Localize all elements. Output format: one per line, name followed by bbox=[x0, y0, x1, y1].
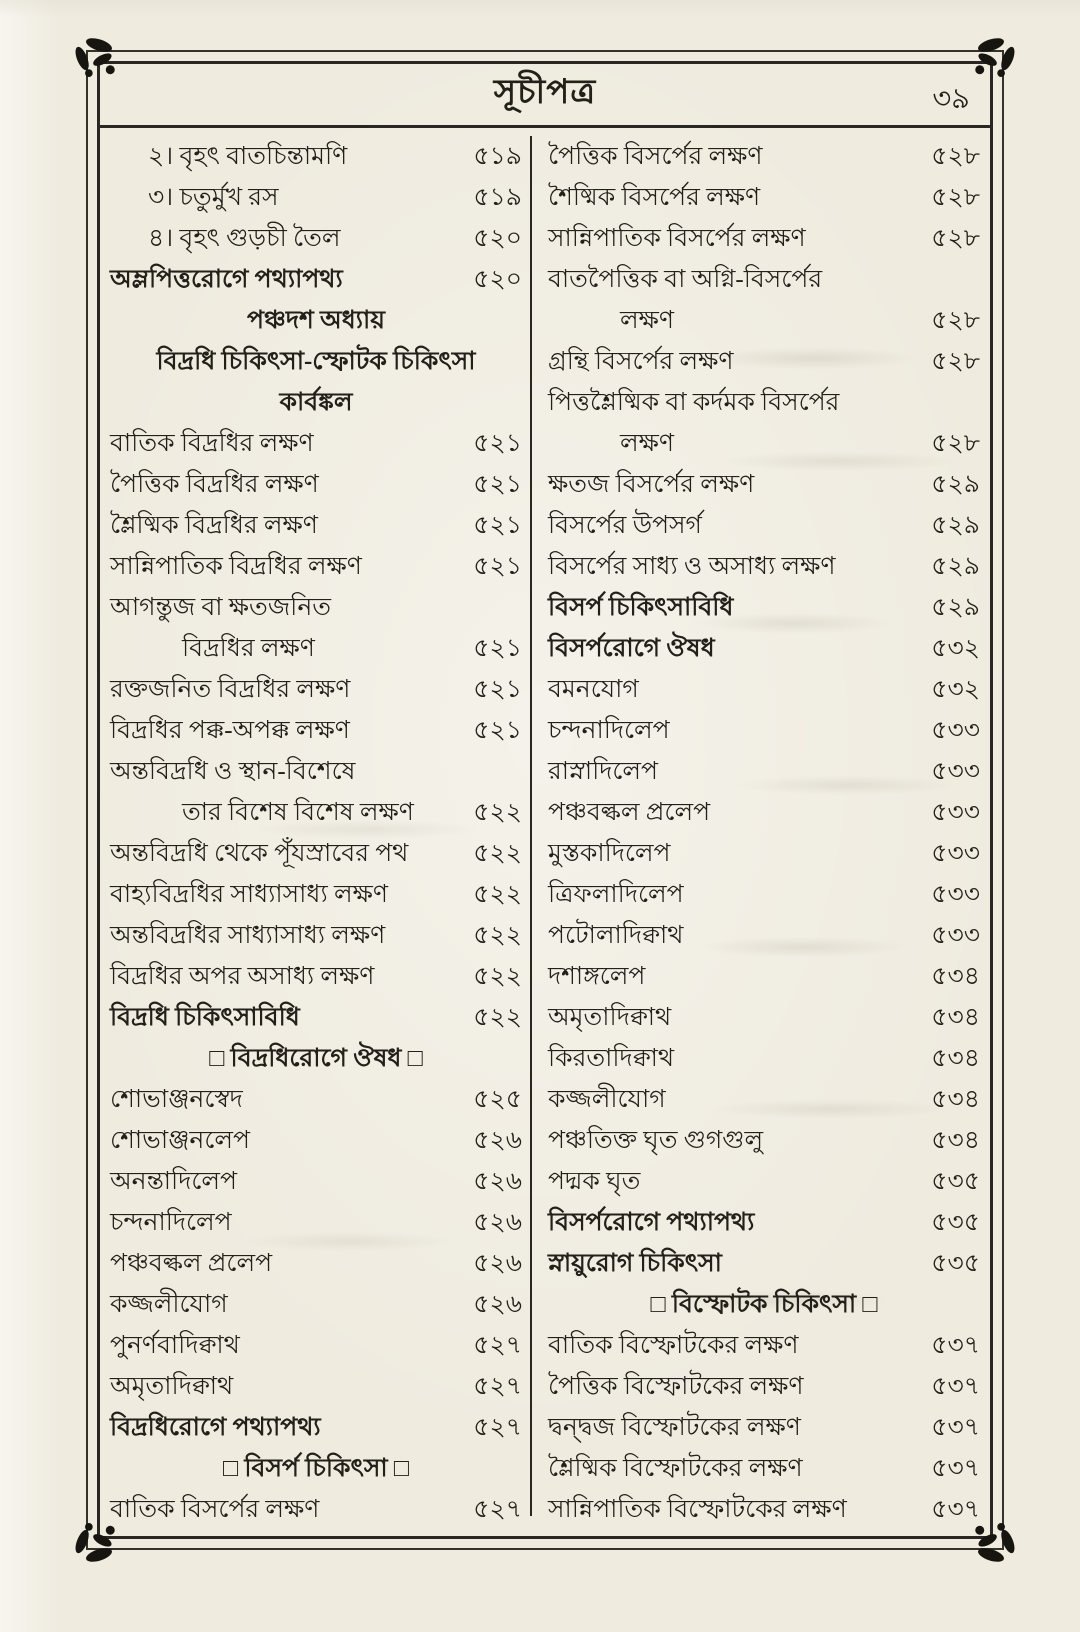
toc-entry-title: বাতিক বিদ্রধির লক্ষণ bbox=[110, 429, 314, 457]
toc-entry-page-number: ৫৩৭ bbox=[931, 1331, 980, 1359]
toc-entry bbox=[100, 1161, 530, 1202]
toc-entry-page-number: ৫৩৫ bbox=[931, 1208, 980, 1236]
toc-entry bbox=[100, 177, 530, 218]
toc-entry bbox=[100, 505, 530, 546]
toc-entry-page-number: ৫৩৩ bbox=[931, 880, 980, 908]
toc-entry-title: পিত্তশ্লৈষ্মিক বা কর্দমক বিসর্পের bbox=[548, 388, 840, 416]
page-inner-frame bbox=[97, 61, 993, 1539]
toc-entry bbox=[532, 1120, 990, 1161]
toc-entry-title: ৩। চতুর্মুখ রস bbox=[148, 183, 279, 211]
toc-entry-title: সান্নিপাতিক বিদ্রধির লক্ষণ bbox=[110, 552, 362, 580]
toc-entry-page-number: ৫২৮ bbox=[931, 224, 980, 252]
toc-entry-page-number: ৫২০ bbox=[473, 224, 522, 252]
toc-entry-page-number: ৫২১ bbox=[473, 716, 522, 744]
toc-entry bbox=[100, 136, 530, 177]
toc-entry-title: পৈত্তিক বিস্ফোটকের লক্ষণ bbox=[548, 1372, 804, 1400]
toc-entry-page-number: ৫৩৩ bbox=[931, 798, 980, 826]
toc-entry-title: পঞ্চবল্কল প্রলেপ bbox=[110, 1249, 273, 1277]
toc-entry bbox=[532, 833, 990, 874]
toc-entry bbox=[100, 1202, 530, 1243]
toc-entry-title: সান্নিপাতিক বিসর্পের লক্ষণ bbox=[548, 224, 806, 252]
toc-entry bbox=[532, 423, 990, 464]
toc-entry-title: গ্রন্থি বিসর্পের লক্ষণ bbox=[548, 347, 734, 375]
toc-entry bbox=[532, 177, 990, 218]
toc-entry bbox=[532, 1407, 990, 1448]
toc-entry-title: চন্দনাদিলেপ bbox=[548, 716, 670, 744]
toc-entry-page-number: ৫২৯ bbox=[931, 470, 980, 498]
toc-entry bbox=[532, 218, 990, 259]
toc-entry-title: তার বিশেষ বিশেষ লক্ষণ bbox=[182, 798, 414, 826]
toc-entry-page-number: ৫২৮ bbox=[931, 183, 980, 211]
toc-entry bbox=[100, 1120, 530, 1161]
toc-entry-title: শোভাঞ্জনলেপ bbox=[110, 1126, 250, 1154]
toc-entry bbox=[100, 1325, 530, 1366]
toc-entry-page-number: ৫৩৭ bbox=[931, 1413, 980, 1441]
toc-entry bbox=[532, 1038, 990, 1079]
toc-entry-title: পদ্মক ঘৃত bbox=[548, 1167, 641, 1195]
toc-entry-title: ক্ষতজ বিসর্পের লক্ষণ bbox=[548, 470, 755, 498]
toc-entry-title: অন্তবিদ্রধির সাধ্যাসাধ্য লক্ষণ bbox=[110, 921, 386, 949]
toc-entry-title: কজ্জলীযোগ bbox=[548, 1085, 666, 1113]
toc-entry-title: বাহ্যবিদ্রধির সাধ্যাসাধ্য লক্ষণ bbox=[110, 880, 388, 908]
toc-entry bbox=[100, 218, 530, 259]
toc-entry-page-number: ৫২৯ bbox=[931, 511, 980, 539]
toc-entry-page-number: ৫২২ bbox=[473, 921, 522, 949]
toc-entry-page-number: ৫২১ bbox=[473, 552, 522, 580]
toc-entry-title: বিদ্রধি চিকিৎসাবিধি bbox=[110, 1003, 300, 1031]
toc-entry-title: বিদ্রধিরোগে পথ্যাপথ্য bbox=[110, 1413, 321, 1441]
toc-entry-title: আগন্তুজ বা ক্ষতজনিত bbox=[110, 593, 332, 621]
toc-entry bbox=[100, 792, 530, 833]
toc-entry bbox=[532, 1448, 990, 1489]
toc-entry-title: অম্লপিত্তরোগে পথ্যাপথ্য bbox=[110, 265, 343, 293]
toc-entry bbox=[532, 1325, 990, 1366]
toc-entry-page-number: ৫৩৩ bbox=[931, 716, 980, 744]
toc-entry-page-number: ৫২১ bbox=[473, 470, 522, 498]
toc-section-heading: বিদ্রধি চিকিৎসা-স্ফোটক চিকিৎসা bbox=[156, 347, 476, 375]
toc-entry-page-number: ৫২২ bbox=[473, 880, 522, 908]
toc-entry bbox=[532, 710, 990, 751]
toc-entry-page-number: ৫২২ bbox=[473, 962, 522, 990]
toc-entry-page-number: ৫৩২ bbox=[931, 634, 980, 662]
toc-entry-page-number: ৫২৬ bbox=[473, 1249, 522, 1277]
toc-entry-page-number: ৫২৬ bbox=[473, 1208, 522, 1236]
toc-entry bbox=[532, 341, 990, 382]
toc-entry-title: লক্ষণ bbox=[620, 429, 674, 457]
toc-entry bbox=[532, 259, 990, 300]
toc-entry bbox=[100, 1366, 530, 1407]
toc-entry-title: রক্তজনিত বিদ্রধির লক্ষণ bbox=[110, 675, 351, 703]
toc-entry bbox=[532, 587, 990, 628]
toc-entry bbox=[100, 1079, 530, 1120]
toc-entry bbox=[100, 1489, 530, 1530]
toc-entry-page-number: ৫২২ bbox=[473, 798, 522, 826]
toc-entry-page-number: ৫৩৭ bbox=[931, 1372, 980, 1400]
toc-entry-page-number: ৫৩৩ bbox=[931, 757, 980, 785]
toc-entry-title: অমৃতাদিক্বাথ bbox=[110, 1372, 234, 1400]
toc-entry-page-number: ৫২৬ bbox=[473, 1290, 522, 1318]
toc-entry-title: বাতপৈত্তিক বা অগ্নি-বিসর্পের bbox=[548, 265, 823, 293]
toc-entry-title: অন্তবিদ্রধি ও স্থান-বিশেষে bbox=[110, 757, 356, 785]
toc-section-heading: □ বিদ্রধিরোগে ঔষধ □ bbox=[209, 1044, 423, 1072]
toc-entry-title: পঞ্চবল্কল প্রলেপ bbox=[548, 798, 711, 826]
toc-entry-page-number: ৫৩২ bbox=[931, 675, 980, 703]
toc-entry-title: বিসর্পরোগে ঔষধ bbox=[548, 634, 715, 662]
toc-entry bbox=[100, 915, 530, 956]
toc-entry bbox=[100, 546, 530, 587]
toc-entry-title: পুনর্ণবাদিক্বাথ bbox=[110, 1331, 240, 1359]
toc-entry-title: বাতিক বিস্ফোটকের লক্ষণ bbox=[548, 1331, 799, 1359]
toc-entry-title: মুস্তকাদিলেপ bbox=[548, 839, 671, 867]
toc-entry-title: বিদ্রধির পক্ক-অপক্ক লক্ষণ bbox=[110, 716, 350, 744]
toc-entry-page-number: ৫২১ bbox=[473, 511, 522, 539]
toc-entry bbox=[532, 136, 990, 177]
toc-entry-page-number: ৫২২ bbox=[473, 839, 522, 867]
toc-entry bbox=[100, 464, 530, 505]
toc-entry-title: অমৃতাদিক্বাথ bbox=[548, 1003, 672, 1031]
toc-entry-page-number: ৫২৭ bbox=[473, 1413, 522, 1441]
toc-entry-title: রাস্নাদিলেপ bbox=[548, 757, 659, 785]
toc-columns bbox=[100, 128, 990, 1536]
toc-entry-title: ২। বৃহৎ বাতচিন্তামণি bbox=[148, 142, 348, 170]
toc-entry-page-number: ৫২৮ bbox=[931, 142, 980, 170]
toc-entry-title: ত্রিফলাদিলেপ bbox=[548, 880, 684, 908]
page-header bbox=[100, 64, 990, 128]
toc-entry-page-number: ৫২১ bbox=[473, 429, 522, 457]
toc-entry-title: সান্নিপাতিক বিস্ফোটকের লক্ষণ bbox=[548, 1495, 847, 1523]
toc-entry bbox=[100, 628, 530, 669]
toc-entry-page-number: ৫২৮ bbox=[931, 347, 980, 375]
corner-flourish-icon bbox=[964, 1510, 1018, 1564]
toc-column-right bbox=[532, 136, 990, 1536]
toc-entry bbox=[532, 464, 990, 505]
toc-entry-title: পৈত্তিক বিদ্রধির লক্ষণ bbox=[110, 470, 319, 498]
toc-entry-title: কজ্জলীযোগ bbox=[110, 1290, 228, 1318]
toc-entry bbox=[532, 1243, 990, 1284]
toc-entry-title: বিসর্প চিকিৎসাবিধি bbox=[548, 593, 734, 621]
toc-entry-page-number: ৫৩৫ bbox=[931, 1167, 980, 1195]
toc-entry bbox=[532, 915, 990, 956]
toc-entry bbox=[532, 1366, 990, 1407]
toc-entry bbox=[100, 669, 530, 710]
toc-entry bbox=[100, 1243, 530, 1284]
toc-entry-page-number: ৫২৮ bbox=[931, 306, 980, 334]
toc-section-heading: □ বিসর্প চিকিৎসা □ bbox=[223, 1454, 409, 1482]
toc-entry-title: অন্তবিদ্রধি থেকে পূঁযস্রাবের পথ bbox=[110, 839, 409, 867]
toc-entry-page-number: ৫২০ bbox=[473, 265, 522, 293]
toc-entry-title: বিদ্রধির অপর অসাধ্য লক্ষণ bbox=[110, 962, 375, 990]
toc-entry-page-number: ৫২১ bbox=[473, 675, 522, 703]
toc-entry bbox=[532, 1489, 990, 1530]
toc-section-heading: কার্বঙ্কল bbox=[279, 388, 353, 416]
toc-entry-title: বাতিক বিসর্পের লক্ষণ bbox=[110, 1495, 320, 1523]
toc-entry bbox=[532, 956, 990, 997]
toc-entry-title: চন্দনাদিলেপ bbox=[110, 1208, 232, 1236]
toc-entry-page-number: ৫৩৫ bbox=[931, 1249, 980, 1277]
page-border-frame bbox=[86, 50, 1004, 1550]
toc-entry bbox=[532, 1202, 990, 1243]
toc-entry bbox=[532, 669, 990, 710]
toc-entry-title: পঞ্চতিক্ত ঘৃত গুগগুলু bbox=[548, 1126, 764, 1154]
toc-entry bbox=[532, 382, 990, 423]
toc-entry bbox=[100, 833, 530, 874]
toc-entry bbox=[532, 628, 990, 669]
toc-entry-page-number: ৫২৭ bbox=[473, 1372, 522, 1400]
page-title: সূচীপত্র bbox=[493, 74, 597, 111]
toc-entry-page-number: ৫৩৩ bbox=[931, 839, 980, 867]
toc-entry-title: বিসর্পের উপসর্গ bbox=[548, 511, 702, 539]
toc-entry-title: বিসর্পরোগে পথ্যাপথ্য bbox=[548, 1208, 755, 1236]
toc-entry-title: শ্লৈষ্মিক বিস্ফোটকের লক্ষণ bbox=[548, 1454, 803, 1482]
toc-entry bbox=[532, 1161, 990, 1202]
toc-entry bbox=[532, 874, 990, 915]
toc-entry-page-number: ৫২১ bbox=[473, 634, 522, 662]
toc-entry bbox=[532, 1079, 990, 1120]
toc-entry-page-number: ৫৩৪ bbox=[931, 1044, 980, 1072]
toc-entry bbox=[532, 997, 990, 1038]
toc-entry bbox=[100, 874, 530, 915]
toc-entry-title: পটোলাদিক্বাথ bbox=[548, 921, 684, 949]
toc-entry-page-number: ৫২৬ bbox=[473, 1167, 522, 1195]
corner-flourish-icon bbox=[72, 36, 126, 90]
toc-entry-title: দশাঙ্গলেপ bbox=[548, 962, 646, 990]
toc-entry-title: অনন্তাদিলেপ bbox=[110, 1167, 237, 1195]
toc-entry-page-number: ৫১৯ bbox=[473, 142, 522, 170]
toc-entry-page-number: ৫৩৪ bbox=[931, 1085, 980, 1113]
toc-entry-page-number: ৫২৫ bbox=[473, 1085, 522, 1113]
toc-entry-page-number: ৫৩৪ bbox=[931, 1003, 980, 1031]
toc-entry-page-number: ৫২৭ bbox=[473, 1331, 522, 1359]
toc-entry bbox=[532, 300, 990, 341]
toc-entry-title: বমনযোগ bbox=[548, 675, 639, 703]
toc-entry bbox=[532, 546, 990, 587]
corner-flourish-icon bbox=[72, 1510, 126, 1564]
toc-column-left bbox=[100, 136, 530, 1536]
toc-entry-page-number: ৫২৭ bbox=[473, 1495, 522, 1523]
toc-entry-title: ৪। বৃহৎ গুড়চী তৈল bbox=[148, 224, 341, 252]
toc-entry-page-number: ৫১৯ bbox=[473, 183, 522, 211]
corner-flourish-icon bbox=[964, 36, 1018, 90]
toc-entry-title: শৈষ্মিক বিসর্পের লক্ষণ bbox=[548, 183, 761, 211]
toc-entry-page-number: ৫২২ bbox=[473, 1003, 522, 1031]
toc-entry-title: লক্ষণ bbox=[620, 306, 674, 334]
toc-entry-title: দ্বন্দ্বজ বিস্ফোটকের লক্ষণ bbox=[548, 1413, 801, 1441]
toc-entry-title: কিরতাদিক্বাথ bbox=[548, 1044, 675, 1072]
toc-entry bbox=[100, 751, 530, 792]
toc-entry-title: বিসর্পের সাধ্য ও অসাধ্য লক্ষণ bbox=[548, 552, 836, 580]
toc-entry-page-number: ৫৩৪ bbox=[931, 962, 980, 990]
toc-entry bbox=[100, 423, 530, 464]
toc-entry-page-number: ৫২৬ bbox=[473, 1126, 522, 1154]
toc-entry-title: পৈত্তিক বিসর্পের লক্ষণ bbox=[548, 142, 763, 170]
toc-entry bbox=[100, 259, 530, 300]
toc-entry bbox=[100, 997, 530, 1038]
toc-entry-page-number: ৫২৯ bbox=[931, 593, 980, 621]
toc-entry bbox=[532, 505, 990, 546]
toc-entry-page-number: ৫৩৪ bbox=[931, 1126, 980, 1154]
toc-entry bbox=[100, 710, 530, 751]
toc-entry-page-number: ৫২৯ bbox=[931, 552, 980, 580]
toc-entry bbox=[100, 956, 530, 997]
toc-entry-page-number: ৫৩৩ bbox=[931, 921, 980, 949]
toc-entry-title: শ্লৈষ্মিক বিদ্রধির লক্ষণ bbox=[110, 511, 318, 539]
toc-entry-title: স্নায়ুরোগ চিকিৎসা bbox=[548, 1249, 722, 1277]
toc-entry-page-number: ৫৩৭ bbox=[931, 1454, 980, 1482]
toc-entry-title: বিদ্রধির লক্ষণ bbox=[182, 634, 315, 662]
toc-entry bbox=[532, 792, 990, 833]
page-number: ৩৯ bbox=[932, 83, 970, 115]
toc-entry-title: শোভাঞ্জনস্বেদ bbox=[110, 1085, 243, 1113]
toc-section-heading: পঞ্চদশ অধ্যায় bbox=[247, 306, 385, 334]
toc-entry bbox=[100, 1284, 530, 1325]
toc-entry bbox=[532, 751, 990, 792]
toc-entry bbox=[100, 1407, 530, 1448]
toc-entry-page-number: ৫৩৭ bbox=[931, 1495, 980, 1523]
toc-entry-page-number: ৫২৮ bbox=[931, 429, 980, 457]
toc-entry bbox=[100, 587, 530, 628]
toc-section-heading: □ বিস্ফোটক চিকিৎসা □ bbox=[650, 1290, 878, 1318]
